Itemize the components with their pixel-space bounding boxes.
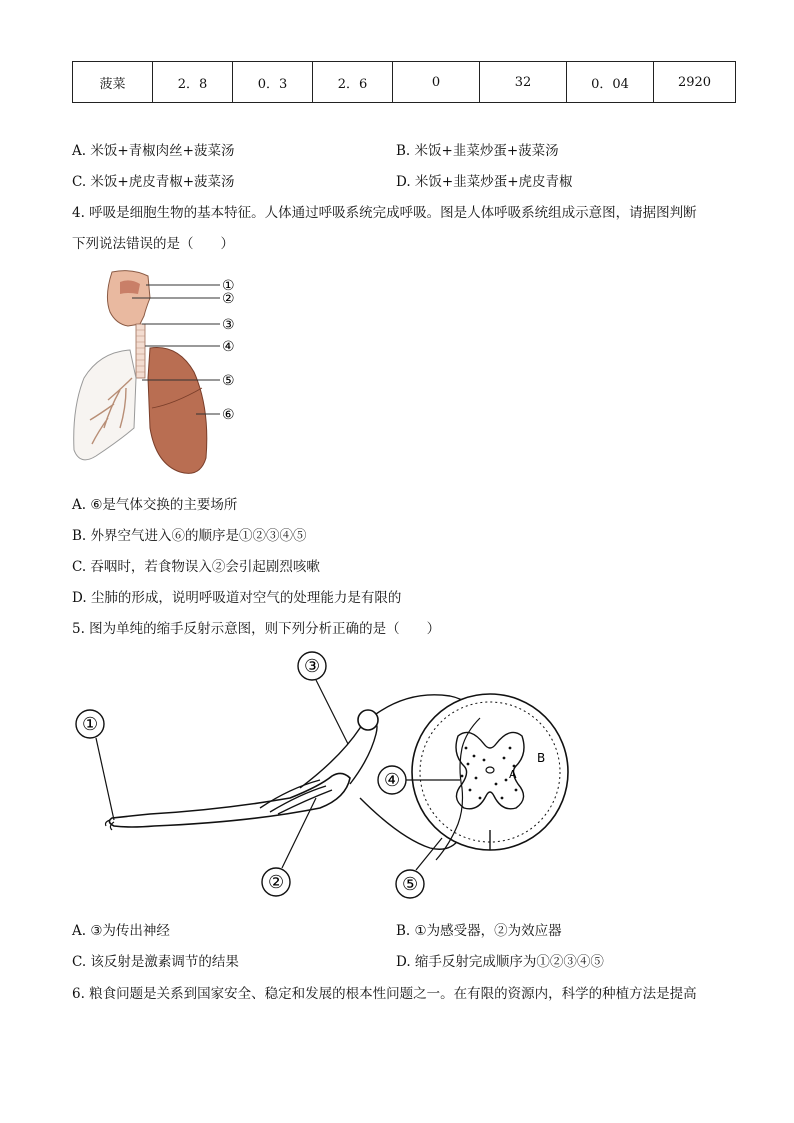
q5-option-b: B. ①为感受器，②为效应器: [396, 923, 562, 939]
reflex-arc-figure: [70, 648, 580, 908]
q5-option-d: D. 缩手反射完成顺序为①②③④⑤: [396, 954, 604, 970]
q3-option-c: C. 米饭+虎皮青椒+菠菜汤: [72, 174, 235, 190]
respiratory-system-figure: [70, 268, 250, 480]
table-cell: 2．8: [153, 62, 233, 103]
q3-option-b: B. 米饭+韭菜炒蛋+菠菜汤: [396, 143, 559, 159]
label-4: ④: [222, 339, 235, 355]
label-1: ①: [222, 278, 235, 294]
q6-stem: 6. 粮食问题是关系到国家安全、稳定和发展的根本性问题之一。在有限的资源内，科学的种植方法是提高: [72, 986, 697, 1002]
q4-stem-line1: 4. 呼吸是细胞生物的基本特征。人体通过呼吸系统完成呼吸。图是人体呼吸系统组成示意图，请据图判断: [72, 205, 697, 221]
nutrition-table: [72, 61, 736, 103]
table-cell: 32: [480, 62, 567, 103]
q4-stem-line2: 下列说法错误的是（ ）: [72, 236, 234, 252]
reflex-label-a: A: [509, 768, 517, 781]
reflex-label-4: ④: [384, 770, 401, 791]
q5-stem: 5. 图为单纯的缩手反射示意图，则下列分析正确的是（ ）: [72, 621, 441, 637]
q3-option-d: D. 米饭+韭菜炒蛋+虎皮青椒: [396, 174, 573, 190]
q3-option-a: A. 米饭+青椒肉丝+菠菜汤: [72, 143, 235, 159]
label-2: ②: [222, 291, 235, 307]
q4-option-c: C. 吞咽时，若食物误入②会引起剧烈咳嗽: [72, 559, 320, 575]
q4-option-a: A. ⑥是气体交换的主要场所: [72, 497, 238, 513]
table-row: [73, 62, 736, 103]
table-cell: 2．6: [313, 62, 393, 103]
label-3: ③: [222, 317, 235, 333]
table-cell: 0: [393, 62, 480, 103]
table-cell: 2920: [654, 62, 736, 103]
q5-option-c: C. 该反射是激素调节的结果: [72, 954, 239, 970]
q5-option-a: A. ③为传出神经: [72, 923, 170, 939]
label-5: ⑤: [222, 373, 235, 389]
label-6: ⑥: [222, 407, 235, 423]
q4-option-b: B. 外界空气进入⑥的顺序是①②③④⑤: [72, 528, 307, 544]
reflex-label-1: ①: [82, 714, 99, 735]
reflex-label-b: B: [537, 751, 546, 765]
q4-option-d: D. 尘肺的形成，说明呼吸道对空气的处理能力是有限的: [72, 590, 402, 606]
reflex-label-2: ②: [268, 872, 285, 893]
table-cell: 菠菜: [73, 62, 153, 103]
table-cell: 0．04: [567, 62, 654, 103]
table-cell: 0．3: [233, 62, 313, 103]
reflex-label-3: ③: [304, 656, 321, 677]
reflex-label-5: ⑤: [402, 874, 419, 895]
